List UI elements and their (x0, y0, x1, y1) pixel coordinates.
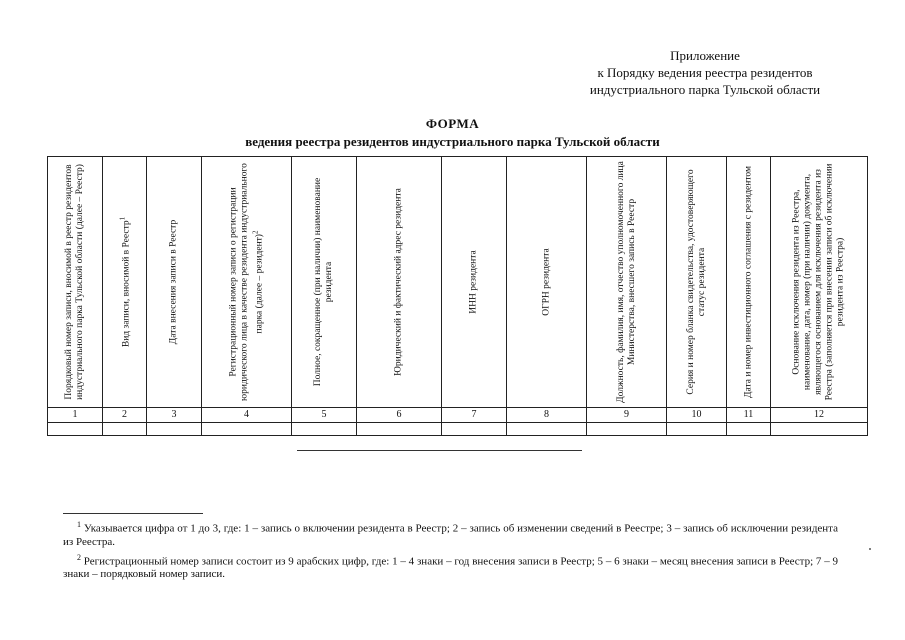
empty-cell (147, 423, 202, 436)
scan-speck (869, 548, 871, 550)
column-number: 1 (48, 408, 103, 423)
column-number: 10 (667, 408, 727, 423)
column-header-text: Основание исключения резидента из Реестра, наименование, дата, номер (при наличии) документа, являющегося основанием для исключения резидента из Реестра (заполняется при внесении записи об исключении резидента из Реестра) (791, 163, 846, 401)
column-number: 6 (357, 408, 442, 423)
column-header-text: Дата и номер инвестиционного соглашения с резидентом (743, 166, 753, 398)
column-number: 9 (587, 408, 667, 423)
column-header-label (394, 161, 405, 403)
footnote-mark: 2 (77, 552, 81, 562)
empty-cell (292, 423, 357, 436)
column-header-text: ИНН резидента (468, 250, 479, 314)
column-header-label (686, 161, 708, 403)
column-header (202, 157, 292, 408)
column-number: 7 (442, 408, 507, 423)
column-header-text: Юридический и фактический адрес резидента (393, 188, 404, 376)
column-header-footnote-mark: 2 (250, 230, 259, 235)
appendix-line-1: Приложение (670, 48, 740, 63)
column-header-label (169, 161, 180, 403)
column-number: 11 (727, 408, 771, 423)
column-header (727, 157, 771, 408)
form-subtitle: ведения реестра резидентов индустриального парка Тульской области (245, 134, 660, 149)
column-header (48, 157, 103, 408)
footnote-mark: 1 (77, 520, 81, 529)
form-title: ФОРМА (425, 116, 480, 131)
footnote-1 (63, 518, 838, 549)
column-header-label (64, 161, 86, 403)
empty-cell (771, 423, 868, 436)
column-header-text: ОГРН резидента (541, 248, 551, 316)
appendix-line-3: индустриального парка Тульской области (589, 82, 821, 97)
column-header-label (743, 161, 754, 403)
empty-cell (667, 423, 727, 436)
table-empty-row (48, 423, 868, 436)
column-number: 5 (292, 408, 357, 423)
column-header-label (541, 161, 552, 403)
separator-line (297, 450, 582, 451)
column-header-label (313, 161, 335, 403)
column-header (587, 157, 667, 408)
column-header-text: Регистрационный номер записи о регистрации юридического лица в качестве резидента индустриального парка (далее – резидент) (227, 163, 265, 401)
footnote-text: Регистрационный номер записи состоит из 9 арабских цифр, где: 1 – 4 знаки – год внесения записи в Реестр; 5 – 6 знаки – месяц внесения записи в Реестр; 7 – 9 знаки – порядковый номер записи. (63, 555, 838, 581)
column-header-text: Порядковый номер записи, вносимой в реестр резидентов индустриального парка Тульской области (далее – Реестр) (64, 164, 85, 400)
column-header (771, 157, 868, 408)
table-header-row (48, 157, 868, 408)
column-number: 12 (771, 408, 868, 423)
column-header-footnote-mark: 1 (117, 216, 126, 221)
column-header-text: Полное, сокращенное (при наличии) наименование резидента (313, 177, 334, 387)
footnote-2 (63, 551, 838, 582)
column-header (147, 157, 202, 408)
empty-cell (442, 423, 507, 436)
column-header-label (469, 161, 480, 403)
column-number: 2 (103, 408, 147, 423)
table-number-row (48, 408, 868, 423)
column-header (103, 157, 147, 408)
column-header-text: Вид записи, вносимой в Реестр (121, 220, 132, 348)
column-header-text: Дата внесения записи в Реестр (168, 219, 179, 345)
column-header-label (616, 161, 638, 403)
column-header (357, 157, 442, 408)
column-number: 8 (507, 408, 587, 423)
column-header-label (228, 161, 265, 403)
column-header-text: Серия и номер бланка свидетельства, удостоверяющего статус резидента (685, 169, 707, 395)
empty-cell (587, 423, 667, 436)
appendix-line-2: к Порядку ведения реестра резидентов (597, 65, 813, 80)
column-number: 4 (202, 408, 292, 423)
footnote-divider (63, 513, 203, 514)
appendix-header (560, 47, 850, 98)
empty-cell (103, 423, 147, 436)
column-header (292, 157, 357, 408)
column-number: 3 (147, 408, 202, 423)
empty-cell (48, 423, 103, 436)
column-header-text: Должность, фамилия, имя, отчество уполномоченного лица Министерства, внесшего запись в Реестр (615, 161, 637, 403)
empty-cell (507, 423, 587, 436)
empty-cell (727, 423, 771, 436)
footnotes (63, 518, 838, 583)
column-header (442, 157, 507, 408)
empty-cell (202, 423, 292, 436)
column-header (667, 157, 727, 408)
column-header-label (792, 161, 847, 403)
column-header-label (117, 161, 132, 403)
empty-cell (357, 423, 442, 436)
footnote-text: Указывается цифра от 1 до 3, где: 1 – запись о включении резидента в Реестр; 2 – запись об изменении сведений в Реестре; 3 – запись об исключении резидента из Реестра. (63, 522, 839, 548)
registry-table (47, 156, 868, 436)
column-header (507, 157, 587, 408)
